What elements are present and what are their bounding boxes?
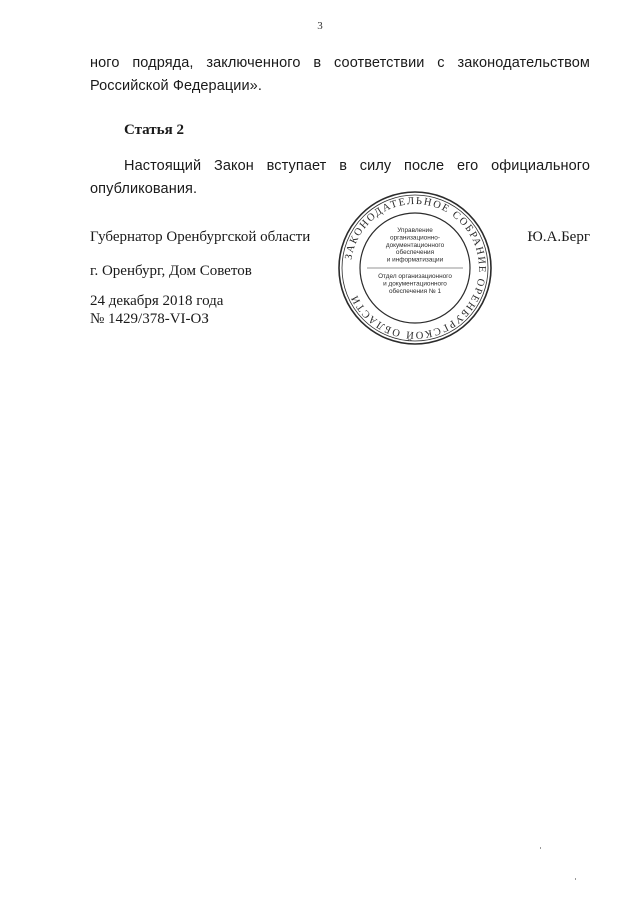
scan-speck [540,847,541,849]
seal-inner-line: и документационного [383,280,447,288]
svg-text:ЗАКОНОДАТЕЛЬНОЕ СОБРАНИЕ ОРЕНБ: ЗАКОНОДАТЕЛЬНОЕ СОБРАНИЕ ОРЕНБУРГСКОЙ ОБЛАСТИ [343,195,488,341]
seal-inner-line: организационно- [390,234,440,242]
seal-inner-line: Управление [397,227,433,234]
signatory-title: Губернатор Оренбургской области [90,229,311,245]
scan-speck [575,878,576,880]
signatory-name: Ю.А.Берг [527,229,590,245]
seal-inner-line: обеспечения № 1 [388,287,442,295]
signing-date: 24 декабря 2018 года [90,293,224,309]
seal-inner-line: и информатизации [386,256,444,264]
paragraph-continuation: ного подряда, заключенного в соответствии с законодательством Российской Федерации». [90,55,590,94]
seal-inner-line: обеспечения [395,249,435,257]
seal-inner-line: Отдел организационного [378,273,452,280]
official-seal-stamp [335,188,495,348]
article-text: Настоящий Закон вступает в силу после его официального опубликования. [90,158,590,197]
seal-icon [335,188,495,348]
seal-inner-line: документационного [385,241,445,249]
article-heading: Статья 2 [124,122,184,138]
law-number: № 1429/378-VI-ОЗ [90,311,209,327]
signing-place: г. Оренбург, Дом Советов [90,263,252,279]
page-number: 3 [317,20,323,32]
